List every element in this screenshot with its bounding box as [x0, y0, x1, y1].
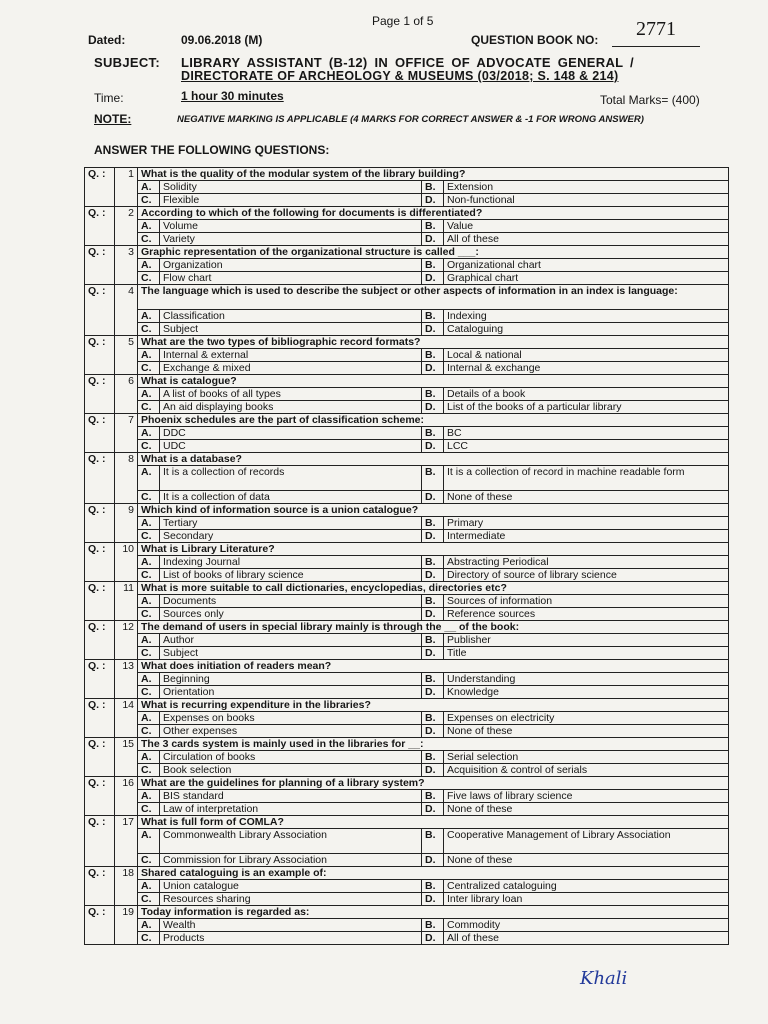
option-row-cd — [85, 530, 729, 543]
option-c: Subject — [160, 647, 422, 660]
question-label: Q. : — [85, 699, 115, 738]
option-a: Tertiary — [160, 517, 422, 530]
option-letter-d: D. — [422, 362, 444, 375]
option-row-cd — [85, 932, 729, 945]
question-label: Q. : — [85, 867, 115, 906]
option-row-cd — [85, 608, 729, 621]
option-letter-a: A. — [138, 751, 160, 764]
question-row — [85, 453, 729, 466]
option-letter-b: B. — [422, 880, 444, 893]
option-c: Other expenses — [160, 725, 422, 738]
option-row-cd — [85, 323, 729, 336]
option-a: Beginning — [160, 673, 422, 686]
question-label: Q. : — [85, 285, 115, 336]
option-b: Commodity — [444, 919, 729, 932]
option-c: Commission for Library Association — [160, 854, 422, 867]
question-row — [85, 777, 729, 790]
option-row-ab — [85, 388, 729, 401]
option-letter-c: C. — [138, 440, 160, 453]
option-b: Primary — [444, 517, 729, 530]
question-label: Q. : — [85, 906, 115, 945]
question-number: 19 — [115, 906, 138, 945]
option-letter-c: C. — [138, 272, 160, 285]
option-letter-d: D. — [422, 323, 444, 336]
option-letter-d: D. — [422, 401, 444, 414]
option-letter-b: B. — [422, 634, 444, 647]
option-c: Variety — [160, 233, 422, 246]
option-d: None of these — [444, 725, 729, 738]
option-letter-d: D. — [422, 194, 444, 207]
option-c: An aid displaying books — [160, 401, 422, 414]
option-b: It is a collection of record in machine readable form — [444, 466, 729, 491]
option-b: Expenses on electricity — [444, 712, 729, 725]
question-label: Q. : — [85, 543, 115, 582]
option-row-cd — [85, 686, 729, 699]
option-letter-b: B. — [422, 829, 444, 854]
option-d: Acquisition & control of serials — [444, 764, 729, 777]
question-label: Q. : — [85, 621, 115, 660]
option-letter-c: C. — [138, 932, 160, 945]
option-letter-c: C. — [138, 362, 160, 375]
option-c: Exchange & mixed — [160, 362, 422, 375]
option-d: None of these — [444, 803, 729, 816]
question-label: Q. : — [85, 816, 115, 867]
option-letter-b: B. — [422, 517, 444, 530]
option-row-cd — [85, 764, 729, 777]
question-text: What is full form of COMLA? — [138, 816, 729, 829]
question-text: What is catalogue? — [138, 375, 729, 388]
option-b: Cooperative Management of Library Association — [444, 829, 729, 854]
option-d: Title — [444, 647, 729, 660]
option-a: Solidity — [160, 181, 422, 194]
option-letter-b: B. — [422, 712, 444, 725]
question-row — [85, 660, 729, 673]
time-value: 1 hour 30 minutes — [181, 89, 284, 103]
option-letter-b: B. — [422, 751, 444, 764]
question-text: What is more suitable to call dictionaries, encyclopedias, directories etc? — [138, 582, 729, 595]
option-letter-c: C. — [138, 854, 160, 867]
question-number: 5 — [115, 336, 138, 375]
option-d: Intermediate — [444, 530, 729, 543]
option-b: Details of a book — [444, 388, 729, 401]
question-text: What are the guidelines for planning of a library system? — [138, 777, 729, 790]
option-letter-a: A. — [138, 517, 160, 530]
question-label: Q. : — [85, 738, 115, 777]
option-row-cd — [85, 401, 729, 414]
question-text: The 3 cards system is mainly used in the libraries for __: — [138, 738, 729, 751]
option-letter-a: A. — [138, 595, 160, 608]
option-letter-d: D. — [422, 647, 444, 660]
option-row-ab — [85, 427, 729, 440]
option-c: Orientation — [160, 686, 422, 699]
option-row-cd — [85, 440, 729, 453]
option-letter-a: A. — [138, 220, 160, 233]
option-letter-d: D. — [422, 233, 444, 246]
option-letter-c: C. — [138, 491, 160, 504]
option-row-cd — [85, 647, 729, 660]
option-row-ab — [85, 790, 729, 803]
option-b: Understanding — [444, 673, 729, 686]
option-letter-d: D. — [422, 272, 444, 285]
option-letter-a: A. — [138, 712, 160, 725]
option-letter-a: A. — [138, 919, 160, 932]
option-letter-b: B. — [422, 181, 444, 194]
question-row — [85, 699, 729, 712]
option-letter-d: D. — [422, 530, 444, 543]
option-letter-d: D. — [422, 440, 444, 453]
question-text: What is the quality of the modular system of the library building? — [138, 168, 729, 181]
question-row — [85, 543, 729, 556]
option-row-cd — [85, 233, 729, 246]
option-c: List of books of library science — [160, 569, 422, 582]
option-a: It is a collection of records — [160, 466, 422, 491]
question-label: Q. : — [85, 414, 115, 453]
option-row-ab — [85, 751, 729, 764]
option-letter-c: C. — [138, 233, 160, 246]
option-b: Value — [444, 220, 729, 233]
question-number: 10 — [115, 543, 138, 582]
question-text: What does initiation of readers mean? — [138, 660, 729, 673]
question-row — [85, 738, 729, 751]
option-letter-a: A. — [138, 427, 160, 440]
question-label: Q. : — [85, 660, 115, 699]
option-d: Directory of source of library science — [444, 569, 729, 582]
option-letter-c: C. — [138, 803, 160, 816]
option-d: All of these — [444, 932, 729, 945]
option-a: Circulation of books — [160, 751, 422, 764]
time-label: Time: — [94, 91, 124, 105]
question-number: 14 — [115, 699, 138, 738]
question-number: 17 — [115, 816, 138, 867]
option-a: Organization — [160, 259, 422, 272]
question-number: 3 — [115, 246, 138, 285]
option-letter-b: B. — [422, 310, 444, 323]
question-row — [85, 246, 729, 259]
option-row-cd — [85, 725, 729, 738]
option-b: Serial selection — [444, 751, 729, 764]
option-d: Knowledge — [444, 686, 729, 699]
option-letter-b: B. — [422, 556, 444, 569]
option-d: List of the books of a particular library — [444, 401, 729, 414]
option-letter-a: A. — [138, 790, 160, 803]
question-row — [85, 207, 729, 220]
option-row-ab — [85, 829, 729, 854]
question-row — [85, 336, 729, 349]
option-c: Products — [160, 932, 422, 945]
questions-table — [84, 167, 729, 945]
option-d: Non-functional — [444, 194, 729, 207]
option-c: Flow chart — [160, 272, 422, 285]
option-letter-a: A. — [138, 829, 160, 854]
option-c: Subject — [160, 323, 422, 336]
question-label: Q. : — [85, 453, 115, 504]
option-letter-b: B. — [422, 595, 444, 608]
question-row — [85, 504, 729, 517]
option-letter-a: A. — [138, 466, 160, 491]
question-row — [85, 906, 729, 919]
option-row-ab — [85, 466, 729, 491]
option-b: Five laws of library science — [444, 790, 729, 803]
question-label: Q. : — [85, 777, 115, 816]
question-number: 8 — [115, 453, 138, 504]
option-letter-a: A. — [138, 388, 160, 401]
option-c: It is a collection of data — [160, 491, 422, 504]
option-b: Indexing — [444, 310, 729, 323]
option-letter-b: B. — [422, 427, 444, 440]
option-row-ab — [85, 880, 729, 893]
question-row — [85, 621, 729, 634]
option-row-ab — [85, 634, 729, 647]
option-c: Resources sharing — [160, 893, 422, 906]
option-row-cd — [85, 854, 729, 867]
option-d: None of these — [444, 854, 729, 867]
question-text: Shared cataloguing is an example of: — [138, 867, 729, 880]
option-row-ab — [85, 220, 729, 233]
option-c: Secondary — [160, 530, 422, 543]
option-row-cd — [85, 803, 729, 816]
question-number: 12 — [115, 621, 138, 660]
question-text: The language which is used to describe the subject or other aspects of information in an index is language: — [138, 285, 729, 310]
option-b: Sources of information — [444, 595, 729, 608]
question-row — [85, 375, 729, 388]
option-letter-a: A. — [138, 880, 160, 893]
option-a: DDC — [160, 427, 422, 440]
question-text: Graphic representation of the organizational structure is called ___: — [138, 246, 729, 259]
question-row — [85, 168, 729, 181]
option-row-ab — [85, 673, 729, 686]
question-row — [85, 816, 729, 829]
option-row-ab — [85, 517, 729, 530]
option-letter-b: B. — [422, 259, 444, 272]
option-letter-c: C. — [138, 686, 160, 699]
option-letter-d: D. — [422, 491, 444, 504]
option-letter-d: D. — [422, 803, 444, 816]
option-row-cd — [85, 491, 729, 504]
option-d: None of these — [444, 491, 729, 504]
option-letter-b: B. — [422, 673, 444, 686]
option-letter-c: C. — [138, 401, 160, 414]
option-letter-c: C. — [138, 530, 160, 543]
option-row-cd — [85, 272, 729, 285]
option-letter-b: B. — [422, 220, 444, 233]
option-letter-a: A. — [138, 259, 160, 272]
option-letter-a: A. — [138, 181, 160, 194]
option-letter-c: C. — [138, 569, 160, 582]
option-a: Internal & external — [160, 349, 422, 362]
note-label: NOTE: — [94, 112, 132, 126]
option-b: Local & national — [444, 349, 729, 362]
question-number: 7 — [115, 414, 138, 453]
option-row-ab — [85, 595, 729, 608]
option-a: Union catalogue — [160, 880, 422, 893]
option-a: Wealth — [160, 919, 422, 932]
question-number: 4 — [115, 285, 138, 336]
option-letter-c: C. — [138, 608, 160, 621]
option-letter-d: D. — [422, 893, 444, 906]
option-c: Book selection — [160, 764, 422, 777]
question-text: Today information is regarded as: — [138, 906, 729, 919]
subject-line-1: LIBRARY ASSISTANT (B-12) IN OFFICE OF ADVOCATE GENERAL / — [181, 55, 634, 70]
question-number: 9 — [115, 504, 138, 543]
subject-label: SUBJECT: — [94, 55, 160, 70]
question-label: Q. : — [85, 336, 115, 375]
dated-label: Dated: — [88, 33, 126, 47]
option-letter-d: D. — [422, 725, 444, 738]
option-c: UDC — [160, 440, 422, 453]
question-row — [85, 285, 729, 310]
question-number: 13 — [115, 660, 138, 699]
option-letter-c: C. — [138, 194, 160, 207]
question-label: Q. : — [85, 582, 115, 621]
question-text: Which kind of information source is a union catalogue? — [138, 504, 729, 517]
option-a: Classification — [160, 310, 422, 323]
question-text: According to which of the following for documents is differentiated? — [138, 207, 729, 220]
option-letter-d: D. — [422, 608, 444, 621]
option-row-ab — [85, 556, 729, 569]
option-d: All of these — [444, 233, 729, 246]
question-number: 6 — [115, 375, 138, 414]
option-letter-d: D. — [422, 764, 444, 777]
option-a: Commonwealth Library Association — [160, 829, 422, 854]
question-number: 15 — [115, 738, 138, 777]
option-b: Extension — [444, 181, 729, 194]
instruction: ANSWER THE FOLLOWING QUESTIONS: — [94, 143, 330, 157]
option-row-cd — [85, 569, 729, 582]
question-row — [85, 867, 729, 880]
note-text: NEGATIVE MARKING IS APPLICABLE (4 MARKS FOR CORRECT ANSWER & -1 FOR WRONG ANSWER) — [177, 114, 644, 125]
question-number: 16 — [115, 777, 138, 816]
option-c: Flexible — [160, 194, 422, 207]
question-number: 2 — [115, 207, 138, 246]
option-a: Documents — [160, 595, 422, 608]
option-letter-a: A. — [138, 349, 160, 362]
option-letter-d: D. — [422, 854, 444, 867]
page-label: Page 1 of 5 — [372, 14, 434, 28]
option-a: Indexing Journal — [160, 556, 422, 569]
option-a: A list of books of all types — [160, 388, 422, 401]
question-number: 11 — [115, 582, 138, 621]
option-a: Volume — [160, 220, 422, 233]
option-row-cd — [85, 893, 729, 906]
option-row-ab — [85, 919, 729, 932]
option-row-ab — [85, 349, 729, 362]
option-letter-c: C. — [138, 893, 160, 906]
option-letter-b: B. — [422, 466, 444, 491]
handwritten-signature: Khali — [580, 968, 628, 989]
option-d: Graphical chart — [444, 272, 729, 285]
question-row — [85, 582, 729, 595]
option-letter-c: C. — [138, 725, 160, 738]
option-row-ab — [85, 259, 729, 272]
option-letter-a: A. — [138, 673, 160, 686]
option-row-ab — [85, 712, 729, 725]
question-label: Q. : — [85, 504, 115, 543]
option-a: Author — [160, 634, 422, 647]
question-label: Q. : — [85, 168, 115, 207]
option-letter-a: A. — [138, 556, 160, 569]
option-c: Law of interpretation — [160, 803, 422, 816]
question-label: Q. : — [85, 375, 115, 414]
option-letter-c: C. — [138, 323, 160, 336]
option-a: Expenses on books — [160, 712, 422, 725]
option-d: Inter library loan — [444, 893, 729, 906]
option-b: Centralized cataloguing — [444, 880, 729, 893]
option-b: Abstracting Periodical — [444, 556, 729, 569]
option-letter-d: D. — [422, 932, 444, 945]
option-letter-b: B. — [422, 388, 444, 401]
option-letter-b: B. — [422, 349, 444, 362]
option-letter-a: A. — [138, 634, 160, 647]
option-row-cd — [85, 362, 729, 375]
question-number: 18 — [115, 867, 138, 906]
option-b: Publisher — [444, 634, 729, 647]
total-marks: Total Marks= (400) — [600, 93, 700, 107]
question-text: What is a database? — [138, 453, 729, 466]
dated-value: 09.06.2018 (M) — [181, 33, 263, 47]
option-letter-b: B. — [422, 790, 444, 803]
option-letter-d: D. — [422, 686, 444, 699]
question-book-blank — [612, 46, 700, 47]
option-letter-a: A. — [138, 310, 160, 323]
option-d: Internal & exchange — [444, 362, 729, 375]
option-letter-c: C. — [138, 764, 160, 777]
option-letter-c: C. — [138, 647, 160, 660]
question-text: The demand of users in special library mainly is through the __ of the book: — [138, 621, 729, 634]
question-row — [85, 414, 729, 427]
option-letter-b: B. — [422, 919, 444, 932]
question-number: 1 — [115, 168, 138, 207]
option-b: Organizational chart — [444, 259, 729, 272]
subject-line-2: DIRECTORATE OF ARCHEOLOGY & MUSEUMS (03/2018; S. 148 & 214) — [181, 69, 619, 83]
option-c: Sources only — [160, 608, 422, 621]
question-text: What is Library Literature? — [138, 543, 729, 556]
option-d: Cataloguing — [444, 323, 729, 336]
question-label: Q. : — [85, 246, 115, 285]
option-a: BIS standard — [160, 790, 422, 803]
question-label: Q. : — [85, 207, 115, 246]
option-d: Reference sources — [444, 608, 729, 621]
option-row-ab — [85, 181, 729, 194]
option-row-cd — [85, 194, 729, 207]
question-book-label: QUESTION BOOK NO: — [471, 33, 599, 47]
option-letter-d: D. — [422, 569, 444, 582]
handwritten-book-number: 2771 — [636, 18, 676, 40]
question-text: Phoenix schedules are the part of classification scheme: — [138, 414, 729, 427]
option-d: LCC — [444, 440, 729, 453]
option-row-ab — [85, 310, 729, 323]
question-text: What is recurring expenditure in the libraries? — [138, 699, 729, 712]
option-b: BC — [444, 427, 729, 440]
question-text: What are the two types of bibliographic record formats? — [138, 336, 729, 349]
